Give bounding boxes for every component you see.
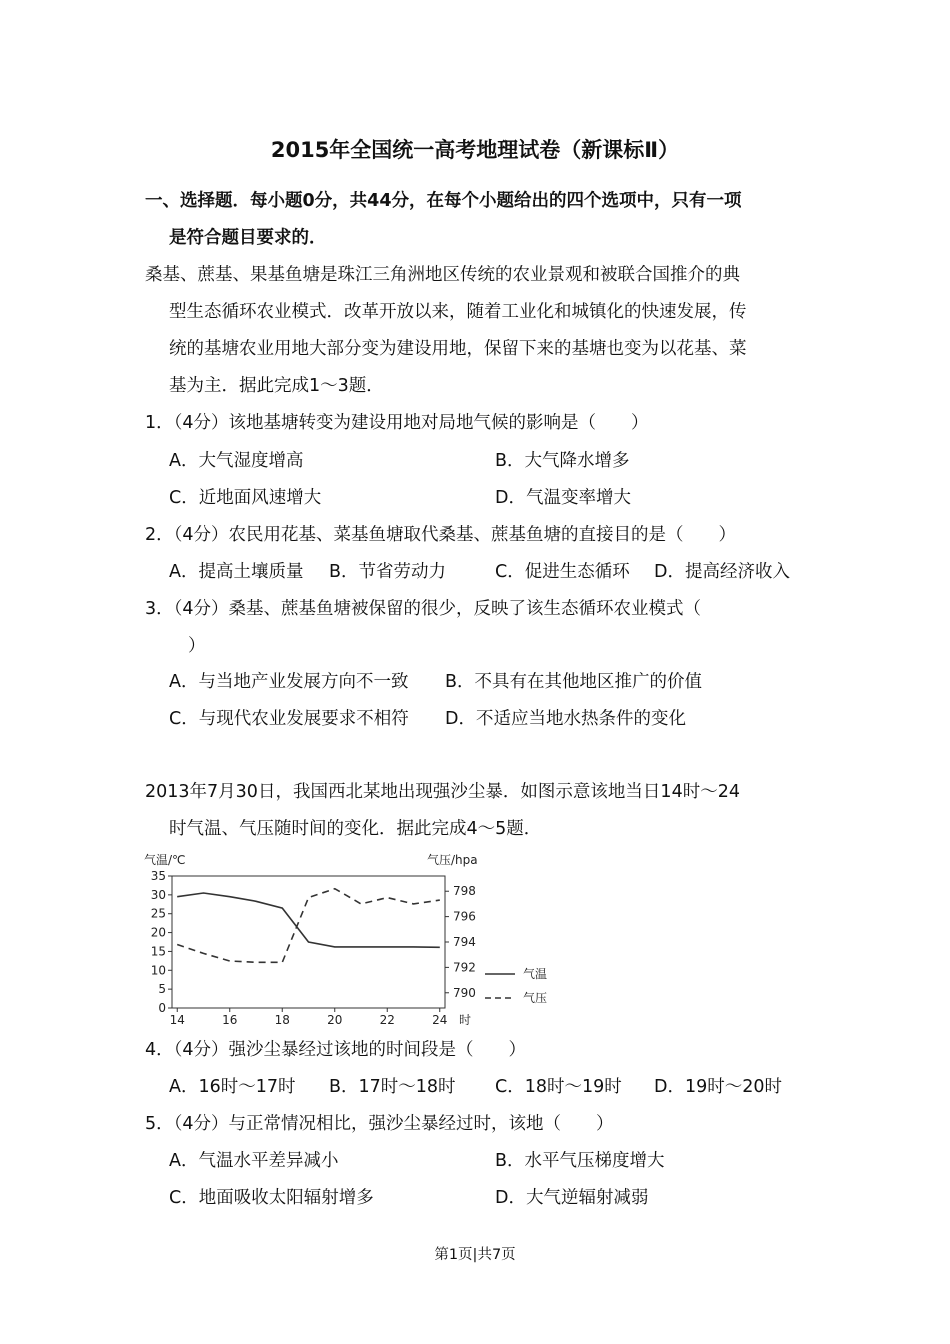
- question-5-option-b: B．水平气压梯度增大: [495, 1151, 665, 1171]
- temperature-pressure-chart: [140, 848, 560, 1028]
- passage1-line: 桑基、蔗基、果基鱼塘是珠江三角洲地区传统的农业景观和被联合国推介的典: [145, 265, 740, 285]
- x-tick-label: 14: [169, 1013, 185, 1027]
- y-right-axis-label: 气压/hpa: [427, 853, 478, 867]
- y-left-tick-label: 30: [150, 887, 166, 902]
- question-1-option-d: D．气温变率增大: [495, 488, 631, 508]
- question-3-option-c: C．与现代农业发展要求不相符: [169, 709, 409, 729]
- question-2-option-d: D．提高经济收入: [654, 562, 790, 582]
- y-left-tick-label: 25: [150, 906, 166, 921]
- section-heading-line1: 一、选择题．每小题0分，共44分，在每个小题给出的四个选项中，只有一项: [145, 191, 742, 211]
- passage2-line: 2013年7月30日，我国西北某地出现强沙尘暴．如图示意该地当日14时～24: [145, 782, 740, 802]
- question-3-option-d: D．不适应当地水热条件的变化: [445, 709, 686, 729]
- y-right-tick-label: 790: [453, 985, 476, 1000]
- question-3-stem: 3．（4分）桑基、蔗基鱼塘被保留的很少，反映了该生态循环农业模式（: [145, 599, 702, 619]
- question-3-option-a: A．与当地产业发展方向不一致: [169, 672, 409, 692]
- x-tick-label: 20: [327, 1013, 343, 1027]
- question-4-option-d: D．19时～20时: [654, 1077, 783, 1097]
- question-4-stem: 4．（4分）强沙尘暴经过该地的时间段是（ ）: [145, 1040, 527, 1060]
- question-1-option-c: C．近地面风速增大: [169, 488, 322, 508]
- passage2-line: 时气温、气压随时间的变化．据此完成4～5题．: [169, 819, 542, 839]
- pressure-line: [177, 889, 440, 963]
- x-tick-label: 24: [432, 1013, 448, 1027]
- question-4-option-b: B．17时～18时: [329, 1077, 456, 1097]
- x-tick-label: 22: [379, 1013, 395, 1027]
- question-2-option-b: B．节省劳动力: [329, 562, 447, 582]
- passage1-line: 统的基塘农业用地大部分变为建设用地，保留下来的基塘也变为以花基、菜: [169, 339, 747, 359]
- legend-label: 气温: [523, 967, 548, 981]
- y-left-tick-label: 0: [158, 1001, 166, 1015]
- passage1-line: 基为主．据此完成1～3题．: [169, 376, 384, 396]
- question-1-option-a: A．大气湿度增高: [169, 451, 304, 471]
- question-2-option-c: C．促进生态循环: [495, 562, 630, 582]
- y-left-axis-label: 气温/℃: [144, 853, 186, 867]
- x-tick-label: 16: [222, 1013, 238, 1027]
- y-left-tick-label: 15: [150, 944, 166, 959]
- question-3-stem-end: ）: [188, 636, 206, 656]
- question-5-option-a: A．气温水平差异减小: [169, 1151, 339, 1171]
- question-2-option-a: A．提高土壤质量: [169, 562, 304, 582]
- y-left-tick-label: 5: [158, 982, 166, 997]
- question-4-option-c: C．18时～19时: [495, 1077, 622, 1097]
- y-left-tick-label: 20: [150, 925, 166, 940]
- y-right-tick-label: 796: [453, 909, 476, 924]
- question-1-stem: 1．（4分）该地基塘转变为建设用地对局地气候的影响是（ ）: [145, 413, 649, 433]
- question-2-stem: 2．（4分）农民用花基、菜基鱼塘取代桑基、蔗基鱼塘的直接目的是（ ）: [145, 525, 737, 545]
- question-5-option-d: D．大气逆辐射减弱: [495, 1188, 649, 1208]
- x-tick-label: 18: [274, 1013, 290, 1027]
- y-right-tick-label: 792: [453, 960, 476, 975]
- y-right-tick-label: 794: [453, 935, 476, 949]
- page-title: 2015年全国统一高考地理试卷（新课标Ⅱ）: [270, 138, 680, 162]
- question-4-option-a: A．16时～17时: [169, 1077, 296, 1097]
- y-left-tick-label: 35: [150, 869, 166, 883]
- question-5-stem: 5．（4分）与正常情况相比，强沙尘暴经过时，该地（ ）: [145, 1114, 614, 1134]
- passage1-line: 型生态循环农业模式．改革开放以来，随着工业化和城镇化的快速发展，传: [169, 302, 747, 322]
- question-3-option-b: B．不具有在其他地区推广的价值: [445, 672, 703, 692]
- question-1-option-b: B．大气降水增多: [495, 451, 630, 471]
- page-footer: 第1页|共7页: [434, 1247, 516, 1263]
- section-heading-line2: 是符合题目要求的．: [169, 228, 327, 248]
- legend-label: 气压: [523, 991, 548, 1005]
- y-right-tick-label: 798: [453, 884, 476, 899]
- question-5-option-c: C．地面吸收太阳辐射增多: [169, 1188, 374, 1208]
- y-left-tick-label: 10: [150, 963, 166, 978]
- x-axis-label: 时: [459, 1013, 472, 1027]
